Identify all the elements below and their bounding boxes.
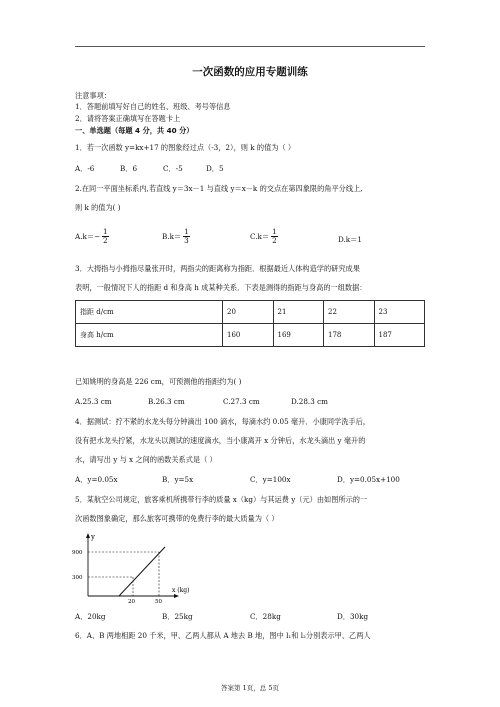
question-3-stem-line-3: 已知姚明的身高是 226 cm，可预测他的指距约为( ) (75, 377, 242, 386)
question-1-stem: 1．若一次函数 y=kx+17 的图象经过点（-3，2），则 k 的值为（ ） (75, 143, 296, 152)
q4-option-c[interactable]: C．y=100x (250, 475, 291, 484)
page-footer: 答案第 1页，总 5页 (221, 684, 279, 692)
q4-option-a[interactable]: A．y=0.05x (75, 475, 118, 484)
y-axis-label: y (91, 533, 95, 541)
q2-option-d[interactable] (338, 235, 362, 244)
question-4-stem-line-2: 没有把水龙头拧紧，水龙头以测试的速度滴水，当小康离开 x 分钟后，水龙头滴出 y 毫升的 (75, 436, 366, 445)
notes-item-2: 2．请将答案正确填写在答题卡上 (75, 114, 181, 123)
q2-option-b-fraction (183, 228, 190, 245)
x-tick-50: 50 (155, 599, 162, 605)
q2-c-numerator: 1 (272, 227, 277, 236)
table-row (76, 301, 425, 324)
table-cell: 169 (273, 324, 324, 347)
table-cell: 21 (273, 301, 324, 324)
q3-option-d[interactable]: D.28.3 cm (291, 397, 328, 406)
q5-option-d[interactable]: D．30kg (337, 612, 369, 621)
q2-option-c-fraction (271, 228, 278, 245)
function-line (119, 547, 165, 596)
q2-option-a-fraction (102, 228, 109, 245)
table-row (76, 324, 425, 347)
q2-a-numerator: 1 (103, 227, 108, 236)
q2-option-c-label: C.k＝ (250, 231, 270, 241)
question-2-stem-line-1: 2.在同一平面坐标系内,若直线 y＝3x－1 与直线 y＝x－k 的交点在第四象限的角平分线上, (75, 184, 363, 193)
question-2-stem-line-2: 则 k 的值为( ) (75, 203, 121, 212)
q3-option-b[interactable]: B.26.3 cm (148, 397, 185, 406)
question-4-stem-line-1: 4．据测试：拧不紧的水龙头每分钟滴出 100 滴水，每滴水约 0.05 毫升．小康同学洗手后， (75, 417, 371, 426)
x-axis-label: x (kg) (172, 587, 190, 594)
q3-option-a[interactable]: A.25.3 cm (75, 397, 112, 406)
question-3-stem-line-2: 表明，一般情况下人的指距 d 和身高 h 成某种关系．下表是测得的指距与身高的一组数据： (75, 283, 367, 292)
q1-option-c[interactable]: C．-5 (163, 164, 183, 173)
luggage-fee-graph (72, 530, 202, 605)
q5-option-b[interactable]: B．25kg (162, 612, 193, 621)
q2-option-d-label: D.k＝1 (338, 235, 362, 244)
question-4-stem-line-3: 水，请写出 y 与 x 之间的函数关系式是（ ） (75, 455, 217, 464)
y-tick-900: 900 (72, 550, 83, 556)
section-heading-single-choice: 一、单选题（每题 4 分，共 40 分） (75, 126, 194, 135)
notes-item-1: 1．答题前填写好自己的姓名、班级、考号等信息 (75, 102, 231, 111)
table-cell: 20 (223, 301, 274, 324)
q2-option-a[interactable] (75, 228, 109, 245)
q2-a-denominator: 2 (103, 235, 108, 245)
q2-option-b-label: B.k＝ (162, 231, 182, 241)
q5-option-a[interactable]: A．20kg (75, 612, 106, 621)
y-tick-300: 300 (72, 575, 83, 581)
header-rule (75, 46, 425, 47)
q2-option-b[interactable] (162, 228, 190, 245)
q2-b-denominator: 3 (184, 235, 189, 245)
notes-heading: 注意事项： (75, 91, 111, 100)
table-cell: 178 (324, 324, 375, 347)
page-title: 一次函数的应用专题训练 (192, 66, 308, 78)
q1-option-d[interactable]: D．5 (206, 164, 224, 173)
x-axis-arrow-icon (174, 594, 179, 598)
table-cell: 22 (324, 301, 375, 324)
table-row-label-height: 身高 h/cm (76, 324, 223, 347)
x-tick-20: 20 (128, 599, 135, 605)
q4-option-b[interactable]: B．y=5x (162, 475, 194, 484)
q3-option-c[interactable]: C.27.3 cm (223, 397, 260, 406)
finger-span-height-table (75, 300, 425, 347)
q2-option-a-label: A.k＝− (75, 231, 101, 241)
q1-option-a[interactable]: A．-6 (75, 164, 95, 173)
q2-option-c[interactable] (250, 228, 278, 245)
q2-b-numerator: 1 (184, 227, 189, 236)
question-6-stem: 6．A、B 两地相距 20 千米，甲、乙两人都从 A 地去 B 地，图中 l₁和 l₂分别表示甲、乙两人 (75, 631, 371, 640)
question-5-stem-line-1: 5．某航空公司规定，旅客乘机所携带行李的质量 x（kg）与其运费 y（元）由如图所示的一 (75, 495, 368, 504)
q2-c-denominator: 2 (272, 235, 277, 245)
q1-option-b[interactable]: B．6 (120, 164, 138, 173)
table-row-label-finger-span: 指距 d/cm (76, 301, 223, 324)
table-cell: 160 (223, 324, 274, 347)
q4-option-d[interactable]: D．y=0.05x+100 (337, 475, 400, 484)
table-cell: 23 (374, 301, 425, 324)
question-3-stem-line-1: 3．大拇指与小拇指尽量张开时，两指尖的距离称为指距．根据最近人体构造学的研究成果 (75, 264, 360, 273)
y-axis-arrow-icon (86, 533, 90, 538)
question-5-stem-line-2: 次函数图象确定，那么旅客可携带的免费行李的最大质量为（ ） (75, 514, 279, 523)
table-cell: 187 (374, 324, 425, 347)
q5-option-c[interactable]: C．28kg (250, 612, 281, 621)
